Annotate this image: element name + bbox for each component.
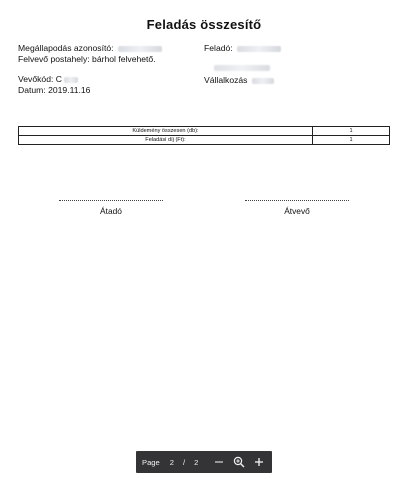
summary-table — [18, 126, 390, 145]
agreement-id-row — [18, 43, 162, 54]
signature-receiver — [245, 200, 349, 216]
table-cell-label: Küldemény összesen (db): — [19, 127, 313, 136]
signature-label: Átvevő — [284, 206, 310, 216]
redacted-agreement-id — [118, 46, 162, 52]
redacted-company-info — [252, 78, 274, 84]
plus-icon — [254, 457, 264, 467]
zoom-in-icon — [233, 456, 245, 468]
table-row — [19, 136, 390, 145]
zoom-out-button[interactable] — [212, 455, 226, 469]
signature-label: Átadó — [100, 206, 122, 216]
company-label: Vállalkozás — [204, 75, 248, 85]
page-separator: / — [182, 457, 186, 467]
current-page-number[interactable]: 2 — [169, 457, 174, 467]
redacted-sender-name — [237, 46, 281, 52]
agreement-id-label: Megállapodás azonosító: — [18, 43, 114, 53]
pdf-viewer-toolbar — [136, 451, 272, 473]
document-title: Feladás összesítő — [146, 17, 262, 32]
table-cell-value: 1 — [313, 127, 390, 136]
zoom-out-icon — [214, 457, 224, 467]
signature-handover — [59, 200, 163, 216]
redacted-customer-code — [64, 77, 78, 83]
sender-label: Feladó: — [204, 43, 233, 53]
redacted-sender-address — [214, 65, 270, 71]
zoom-in-button[interactable] — [252, 455, 266, 469]
page-label: Page — [142, 457, 160, 467]
company-row — [204, 75, 274, 86]
table-cell-value: 1 — [313, 136, 390, 145]
sender-row — [204, 43, 281, 54]
table-row — [19, 127, 390, 136]
customer-code-label: Vevőkód: — [18, 74, 54, 84]
total-pages: 2 — [194, 457, 199, 467]
postoffice-text: Felvevő postahely: bárhol felvehető. — [18, 54, 156, 64]
table-cell-label: Feladási díj (Ft): — [19, 136, 313, 145]
date-text: Datum: 2019.11.16 — [18, 85, 91, 95]
customer-code-partial: C — [55, 74, 62, 84]
customer-code-row — [18, 74, 78, 85]
zoom-fit-button[interactable] — [232, 455, 246, 469]
